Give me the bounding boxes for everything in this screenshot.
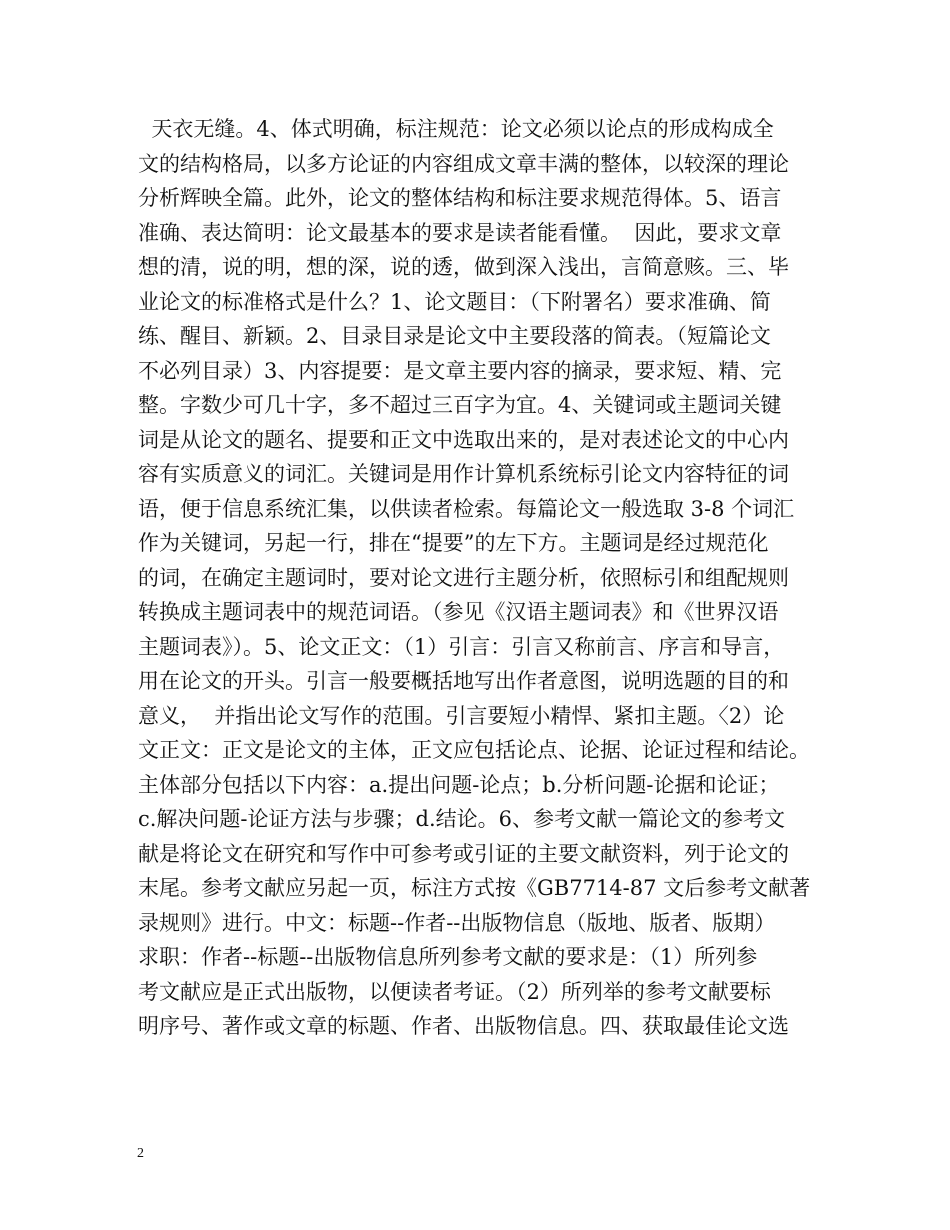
text-line: 分析辉映全篇。此外，论文的整体结构和标注要求规范得体。5、语言 bbox=[138, 186, 782, 210]
page-number: 2 bbox=[137, 1146, 144, 1161]
text-line: 容有实质意义的词汇。关键词是用作计算机系统标引论文内容特征的词 bbox=[138, 462, 789, 486]
text-line: 主题词表》）。5、论文正文：（1）引言：引言又称前言、序言和导言， bbox=[138, 634, 785, 659]
text-line: 业论文的标准格式是什么？1、论文题目：（下附署名）要求准确、简 bbox=[138, 289, 771, 314]
text-line: 练、醒目、新颖。2、目录目录是论文中主要段落的简表。（短篇论文 bbox=[138, 324, 771, 348]
text-line: 末尾。参考文献应另起一页，标注方式按《GB7714-87 文后参考文献著 bbox=[138, 876, 811, 900]
text-line: 词是从论文的题名、提要和正文中选取出来的，是对表述论文的中心内 bbox=[138, 427, 789, 452]
text-line: 明序号、著作或文章的标题、作者、出版物信息。四、获取最佳论文选 bbox=[138, 1014, 789, 1038]
text-line: 作为关键词，另起一行，排在“提要”的左下方。主题词是经过规范化 bbox=[138, 531, 769, 555]
text-line: 考文献应是正式出版物，以便读者考证。（2）所列举的参考文献要标 bbox=[138, 979, 771, 1004]
text-line: 求职：作者--标题--出版物信息所列参考文献的要求是：（1）所列参 bbox=[138, 945, 758, 969]
text-line: 文正文：正文是论文的主体，正文应包括论点、论据、论证过程和结论。 bbox=[138, 738, 810, 762]
text-line: 转换成主题词表中的规范词语。（参见《汉语主题词表》和《世界汉语 bbox=[138, 600, 779, 624]
text-line: 整。字数少可几十字，多不超过三百字为宜。4、关键词或主题词关键 bbox=[138, 393, 782, 417]
text-line: 录规则》进行。中文：标题--作者--出版物信息（版地、版者、版期） bbox=[138, 910, 776, 935]
text-line: 不必列目录）3、内容提要：是文章主要内容的摘录，要求短、精、完 bbox=[138, 358, 782, 383]
text-line: 想的清，说的明，想的深，说的透，做到深入浅出，言简意赅。三、毕 bbox=[138, 255, 789, 279]
text-line: 主体部分包括以下内容：a.提出问题-论点；b.分析问题-论据和论证； bbox=[138, 772, 780, 797]
text-line: 意义， 并指出论文写作的范围。引言要短小精悍、紧扣主题。〈2）论 bbox=[138, 703, 785, 728]
text-line: 文的结构格局，以多方论证的内容组成文章丰满的整体，以较深的理论 bbox=[138, 151, 789, 176]
text-line: c.解决问题-论证方法与步骤；d.结论。6、参考文献一篇论文的参考文 bbox=[138, 807, 786, 831]
body-text bbox=[138, 112, 828, 1044]
text-line: 天衣无缝。4、体式明确，标注规范：论文必须以论点的形成构成全 bbox=[138, 117, 774, 141]
text-line: 语，便于信息系统汇集，以供读者检索。每篇论文一般选取 3-8 个词汇 bbox=[138, 496, 795, 521]
text-line: 准确、表达简明：论文最基本的要求是读者能看懂。 因此，要求文章 bbox=[138, 220, 782, 245]
text-line: 的词，在确定主题词时，要对论文进行主题分析，依照标引和组配规则 bbox=[138, 565, 789, 590]
text-line: 用在论文的开头。引言一般要概括地写出作者意图，说明选题的目的和 bbox=[138, 669, 789, 693]
text-line: 献是将论文在研究和写作中可参考或引证的主要文献资料，列于论文的 bbox=[138, 841, 789, 866]
